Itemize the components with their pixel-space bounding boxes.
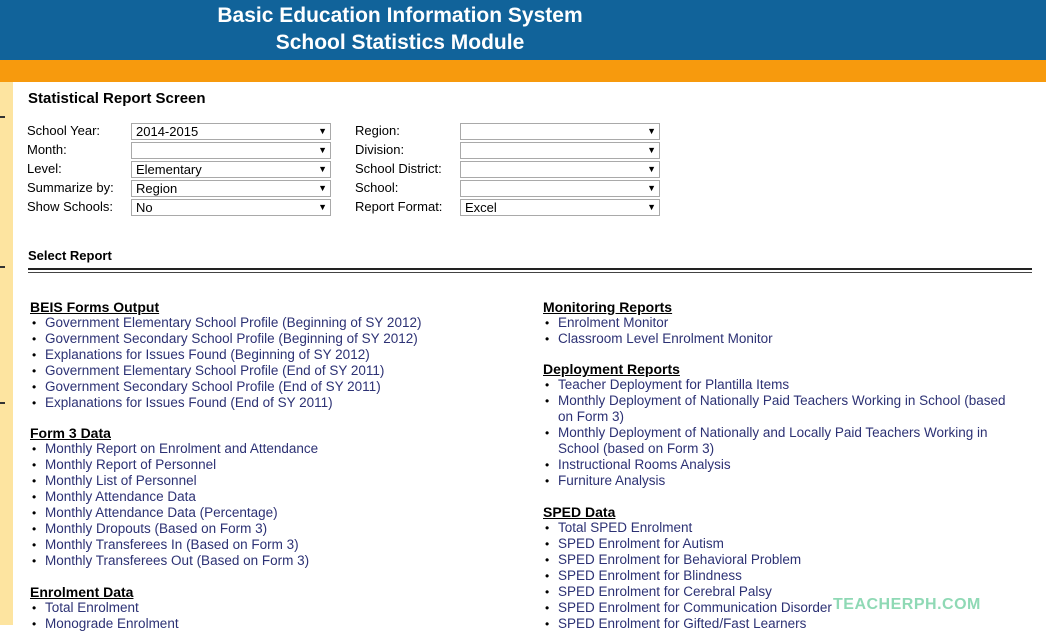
report-link-text[interactable]: Furniture Analysis xyxy=(558,473,666,488)
bullet-icon: • xyxy=(32,601,37,615)
region-select[interactable] xyxy=(460,123,660,140)
bullet-icon: • xyxy=(32,332,37,346)
region-label: Region: xyxy=(355,123,400,138)
sidebar-marker xyxy=(0,116,5,118)
report-link[interactable] xyxy=(32,331,418,347)
module-title: School Statistics Module xyxy=(275,31,525,54)
report-link-text[interactable]: Explanations for Issues Found (Beginning of SY 2012) xyxy=(45,347,370,362)
school-select[interactable] xyxy=(460,180,660,197)
summarize-by-label: Summarize by: xyxy=(27,180,114,195)
report-link-text[interactable]: Monthly Report of Personnel xyxy=(45,457,217,472)
report-format-label: Report Format: xyxy=(355,199,443,214)
report-link-text[interactable]: Monthly Attendance Data (Percentage) xyxy=(45,505,278,520)
bullet-icon: • xyxy=(32,506,37,520)
report-link-text[interactable]: Monograde Enrolment xyxy=(45,616,179,631)
accent-bar xyxy=(0,60,1046,82)
bullet-icon: • xyxy=(545,569,550,583)
report-link-text[interactable]: Instructional Rooms Analysis xyxy=(558,457,731,472)
report-link-text[interactable]: on Form 3) xyxy=(558,409,625,424)
report-link-text[interactable]: SPED Enrolment for Communication Disorder xyxy=(558,600,832,615)
report-link-text[interactable]: Government Elementary School Profile (Beginning of SY 2012) xyxy=(45,315,422,330)
report-link-text[interactable]: School (based on Form 3) xyxy=(558,441,715,456)
month-select[interactable] xyxy=(131,142,331,159)
report-link-text[interactable]: Classroom Level Enrolment Monitor xyxy=(558,331,773,346)
bullet-icon: • xyxy=(32,490,37,504)
level-select[interactable] xyxy=(131,161,331,178)
bullet-icon: • xyxy=(545,458,550,472)
report-link-text[interactable]: SPED Enrolment for Gifted/Fast Learners xyxy=(558,616,807,631)
report-link-text[interactable]: SPED Enrolment for Behavioral Problem xyxy=(558,552,802,567)
bullet-icon: • xyxy=(32,474,37,488)
report-link[interactable] xyxy=(545,616,807,632)
dropdown-arrow-icon: ▼ xyxy=(647,164,656,174)
app-header xyxy=(0,0,1046,60)
report-link[interactable] xyxy=(32,505,278,521)
show-schools-select[interactable] xyxy=(131,199,331,216)
report-link[interactable] xyxy=(32,521,268,537)
report-link[interactable] xyxy=(32,457,217,473)
sidebar-marker xyxy=(0,266,5,268)
bullet-icon: • xyxy=(32,396,37,410)
report-link-text[interactable]: Monthly Report on Enrolment and Attendance xyxy=(45,441,319,456)
level-label: Level: xyxy=(27,161,62,176)
section-deployment-reports[interactable]: Deployment Reports xyxy=(543,361,680,377)
bullet-icon: • xyxy=(545,394,550,408)
report-link[interactable] xyxy=(545,457,731,473)
bullet-icon: • xyxy=(545,521,550,535)
app-title: Basic Education Information System xyxy=(217,4,583,27)
report-link[interactable] xyxy=(545,473,666,489)
report-link[interactable] xyxy=(32,553,310,569)
report-link-continued[interactable] xyxy=(558,409,624,425)
bullet-icon: • xyxy=(32,458,37,472)
division-label: Division: xyxy=(355,142,405,157)
report-link[interactable] xyxy=(545,393,1006,409)
bullet-icon: • xyxy=(32,316,37,330)
bullet-icon: • xyxy=(32,617,37,631)
report-link-continued[interactable] xyxy=(558,441,714,457)
bullet-icon: • xyxy=(32,554,37,568)
dropdown-arrow-icon: ▼ xyxy=(647,183,656,193)
report-link[interactable] xyxy=(32,537,299,553)
report-link-text[interactable]: Government Elementary School Profile (End of SY 2011) xyxy=(45,363,385,378)
report-link[interactable] xyxy=(32,363,385,379)
select-report-heading: Select Report xyxy=(28,248,112,263)
report-link[interactable] xyxy=(32,315,422,331)
report-link[interactable] xyxy=(545,536,724,552)
show-schools-label: Show Schools: xyxy=(27,199,113,214)
report-link-text[interactable]: Teacher Deployment for Plantilla Items xyxy=(558,377,790,392)
bullet-icon: • xyxy=(32,442,37,456)
report-link-text[interactable]: SPED Enrolment for Cerebral Palsy xyxy=(558,584,772,599)
report-link-text[interactable]: Monthly Transferees In (Based on Form 3) xyxy=(45,537,299,552)
bullet-icon: • xyxy=(32,348,37,362)
divider xyxy=(28,272,1032,273)
report-link-text[interactable]: Total SPED Enrolment xyxy=(558,520,693,535)
watermark: TEACHERPH.COM xyxy=(833,596,981,613)
report-link-text[interactable]: Monthly Attendance Data xyxy=(45,489,196,504)
report-link[interactable] xyxy=(545,331,773,347)
report-link[interactable] xyxy=(32,441,319,457)
dropdown-arrow-icon: ▼ xyxy=(318,183,327,193)
bullet-icon: • xyxy=(545,537,550,551)
summarize-by-select[interactable] xyxy=(131,180,331,197)
section-form-3-data[interactable]: Form 3 Data xyxy=(30,425,111,441)
report-link-text[interactable]: Government Secondary School Profile (End of SY 2011) xyxy=(45,379,381,394)
section-beis-forms-output[interactable]: BEIS Forms Output xyxy=(30,299,160,315)
report-link[interactable] xyxy=(545,315,669,331)
bullet-icon: • xyxy=(545,316,550,330)
report-link[interactable] xyxy=(545,568,742,584)
bullet-icon: • xyxy=(545,426,550,440)
report-link-text[interactable]: Monthly Deployment of Nationally Paid Teachers Working in School (based xyxy=(558,393,1006,408)
school-year-select[interactable] xyxy=(131,123,331,140)
bullet-icon: • xyxy=(32,522,37,536)
school-district-select[interactable] xyxy=(460,161,660,178)
report-link-text[interactable]: SPED Enrolment for Autism xyxy=(558,536,724,551)
sidebar-marker xyxy=(0,402,5,404)
report-link[interactable] xyxy=(545,520,693,536)
report-link[interactable] xyxy=(32,616,179,632)
report-link[interactable] xyxy=(32,600,139,616)
dropdown-arrow-icon: ▼ xyxy=(318,145,327,155)
school-label: School: xyxy=(355,180,399,195)
report-link[interactable] xyxy=(32,347,370,363)
left-sidebar-strip xyxy=(0,82,13,625)
bullet-icon: • xyxy=(545,553,550,567)
division-select[interactable] xyxy=(460,142,660,159)
bullet-icon: • xyxy=(545,617,550,631)
bullet-icon: • xyxy=(32,538,37,552)
bullet-icon: • xyxy=(545,585,550,599)
bullet-icon: • xyxy=(545,378,550,392)
report-link[interactable] xyxy=(32,395,333,411)
dropdown-arrow-icon: ▼ xyxy=(647,126,656,136)
bullet-icon: • xyxy=(545,332,550,346)
school-year-value: 2014-2015 xyxy=(136,124,199,139)
report-link-text[interactable]: SPED Enrolment for Blindness xyxy=(558,568,742,583)
report-link[interactable] xyxy=(545,600,832,616)
report-link[interactable] xyxy=(32,473,197,489)
bullet-icon: • xyxy=(545,601,550,615)
report-link-text[interactable]: Monthly List of Personnel xyxy=(45,473,197,488)
section-enrolment-data[interactable]: Enrolment Data xyxy=(30,584,134,600)
divider xyxy=(28,268,1032,270)
bullet-icon: • xyxy=(32,364,37,378)
month-label: Month: xyxy=(27,142,67,157)
dropdown-arrow-icon: ▼ xyxy=(318,126,327,136)
report-link[interactable] xyxy=(32,489,196,505)
report-link[interactable] xyxy=(545,584,772,600)
report-link-text[interactable]: Monthly Transferees Out (Based on Form 3) xyxy=(45,553,310,568)
report-link[interactable] xyxy=(545,377,790,393)
bullet-icon: • xyxy=(545,474,550,488)
summarize-by-value: Region xyxy=(136,181,178,196)
page-title: Statistical Report Screen xyxy=(28,90,206,107)
report-format-value: Excel xyxy=(465,200,497,215)
dropdown-arrow-icon: ▼ xyxy=(647,202,656,212)
dropdown-arrow-icon: ▼ xyxy=(318,202,327,212)
level-value: Elementary xyxy=(136,162,202,177)
report-link[interactable] xyxy=(545,552,802,568)
report-format-select[interactable] xyxy=(460,199,660,216)
report-link-text[interactable]: Total Enrolment xyxy=(45,600,139,615)
school-year-label: School Year: xyxy=(27,123,101,138)
dropdown-arrow-icon: ▼ xyxy=(318,164,327,174)
report-link-text[interactable]: Monthly Dropouts (Based on Form 3) xyxy=(45,521,268,536)
report-link-text[interactable]: Explanations for Issues Found (End of SY 2011) xyxy=(45,395,333,410)
report-link[interactable] xyxy=(545,425,988,441)
dropdown-arrow-icon: ▼ xyxy=(647,145,656,155)
show-schools-value: No xyxy=(136,200,153,215)
report-link-text[interactable]: Monthly Deployment of Nationally and Locally Paid Teachers Working in xyxy=(558,425,988,440)
section-monitoring-reports[interactable]: Monitoring Reports xyxy=(543,299,673,315)
school-district-label: School District: xyxy=(355,161,442,176)
section-sped-data[interactable]: SPED Data xyxy=(543,504,616,520)
report-link-text[interactable]: Government Secondary School Profile (Beginning of SY 2012) xyxy=(45,331,418,346)
bullet-icon: • xyxy=(32,380,37,394)
report-link-text[interactable]: Enrolment Monitor xyxy=(558,315,669,330)
report-link[interactable] xyxy=(32,379,381,395)
